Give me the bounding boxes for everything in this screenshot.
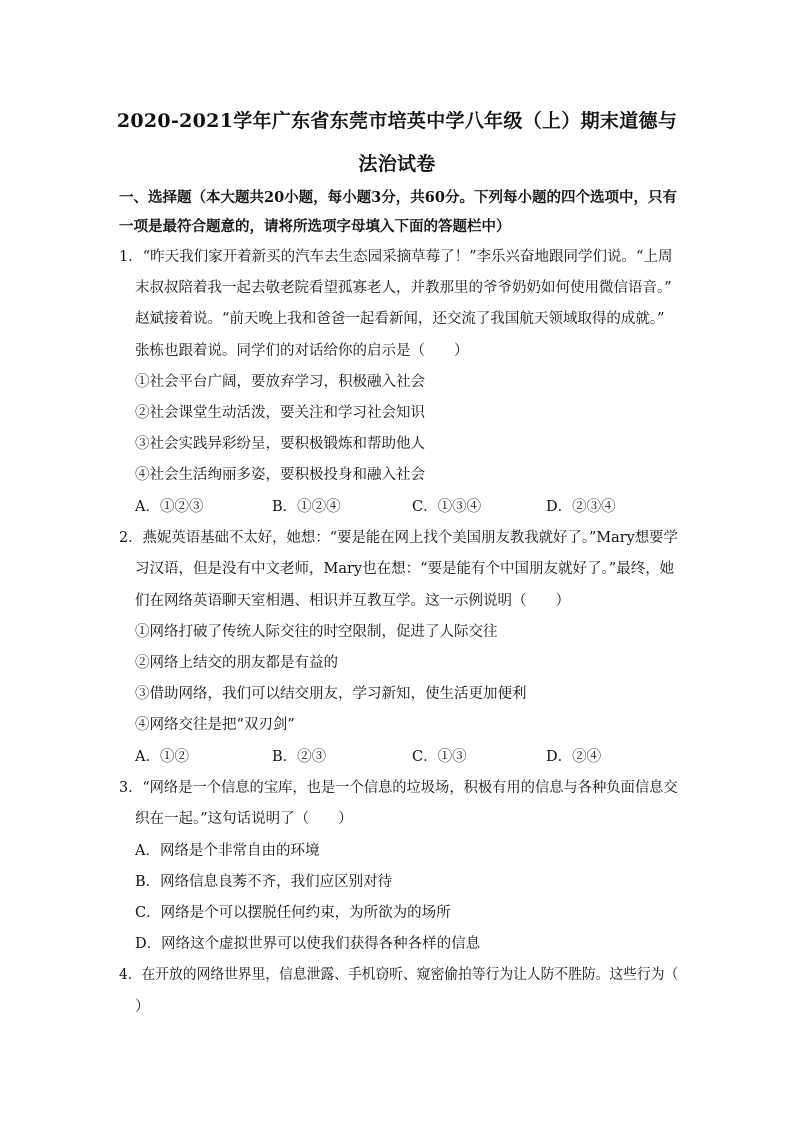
q1-item-3: ③社会实践异彩纷呈，要积极锻炼和帮助他人 — [135, 436, 425, 452]
q2-stem-line-3: 们在网络英语聊天室相遇、相识并互教互学。这一示例说明（ ） — [135, 593, 570, 609]
q2-item-2: ②网络上结交的朋友都是有益的 — [135, 655, 338, 671]
q3-option-a: A．网络是个非常自由的环境 — [135, 843, 320, 859]
q1-stem-line-1: 1．“昨天我们家开着新买的汽车去生态园采摘草莓了！”李乐兴奋地跟同学们说。“上周 — [119, 249, 673, 265]
q2-item-1: ①网络打破了传统人际交往的时空限制，促进了人际交往 — [135, 624, 498, 640]
section-heading-line-1: 一、选择题（本大题共20小题，每小题3分，共60分。下列每小题的四个选项中，只有 — [119, 189, 677, 206]
q1-item-2: ②社会课堂生动活泼，要关注和学习社会知识 — [135, 405, 425, 421]
q2-option-a: A．①② — [135, 749, 189, 765]
q3-stem-line-2: 织在一起。”这句话说明了（ ） — [135, 811, 353, 827]
q2-stem-line-2: 习汉语，但是没有中文老师，Mary也在想：“要是能有个中国朋友就好了。”最终，她 — [135, 561, 675, 577]
q1-option-c: C．①③④ — [412, 499, 482, 515]
q1-item-4: ④社会生活绚丽多姿，要积极投身和融入社会 — [135, 467, 425, 483]
exam-title-line-1: 2020-2021学年广东省东莞市培英中学八年级（上）期末道德与 — [116, 110, 678, 132]
q1-option-b: B．①②④ — [272, 499, 341, 515]
q1-stem-line-2: 末叔叔陪着我一起去敬老院看望孤寡老人，并教那里的爷爷奶奶如何使用微信语音。” — [135, 280, 672, 296]
q1-stem-line-3: 赵斌接着说。“前天晚上我和爸爸一起看新闻，还交流了我国航天领域取得的成就。” — [135, 311, 665, 327]
q4-stem-line-1: 4．在开放的网络世界里，信息泄露、手机窃听、窥密偷拍等行为让人防不胜防。这些行为（ — [119, 967, 679, 983]
q2-item-4: ④网络交往是把“双刃剑” — [135, 717, 295, 733]
q3-option-c: C．网络是个可以摆脱任何约束，为所欲为的场所 — [135, 905, 451, 921]
q1-option-a: A．①②③ — [135, 499, 204, 515]
exam-title-line-2: 法治试卷 — [358, 153, 436, 175]
q2-option-c: C．①③ — [412, 749, 467, 765]
q2-stem-line-1: 2．燕妮英语基础不太好，她想：“要是能在网上找个美国朋友教我就好了。”Mary想要学 — [119, 530, 678, 546]
q1-option-d: D．②③④ — [546, 499, 616, 515]
section-heading-line-2: 一项是最符合题意的，请将所选项字母填入下面的答题栏中） — [119, 218, 511, 235]
q3-option-d: D．网络这个虚拟世界可以使我们获得各种各样的信息 — [135, 936, 481, 952]
q4-stem-line-2: ） — [135, 999, 150, 1015]
q1-item-1: ①社会平台广阔，要放弃学习，积极融入社会 — [135, 374, 425, 390]
q2-item-3: ③借助网络，我们可以结交朋友，学习新知，使生活更加便利 — [135, 686, 527, 702]
q1-stem-line-4: 张栋也跟着说。同学们的对话给你的启示是（ ） — [135, 343, 469, 359]
q2-option-d: D．②④ — [546, 749, 602, 765]
q3-stem-line-1: 3．“网络是一个信息的宝库，也是一个信息的垃圾场，积极有用的信息与各种负面信息交 — [119, 780, 678, 796]
q3-option-b: B．网络信息良莠不齐，我们应区别对待 — [135, 874, 393, 890]
q2-option-b: B．②③ — [272, 749, 327, 765]
